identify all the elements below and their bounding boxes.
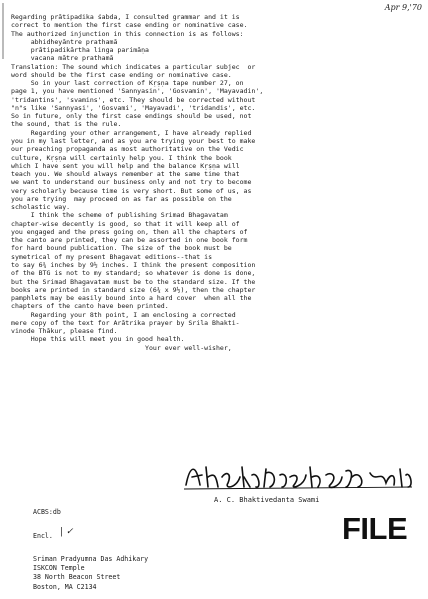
address-line: 38 North Beacon Street xyxy=(33,573,121,582)
body-line: abhidheyāntre prathamā xyxy=(11,37,118,46)
body-line: 'tridantins', 'svamins', etc. They should be corrected without xyxy=(11,95,256,104)
body-line: you in my last letter, and as you are trying your best to make xyxy=(11,136,256,145)
recipient-address xyxy=(33,555,148,592)
body-line: culture, Kṛṣṇa will certainly help you. I think the book xyxy=(11,153,232,162)
body-line: Regarding your other arrangement, I have already replied xyxy=(11,128,252,137)
file-stamp: FILE xyxy=(342,511,408,546)
body-line: Your ever well-wisher, xyxy=(11,343,232,352)
body-line: which I have sent you will help and the balance Kṛṣṇa will xyxy=(11,161,240,170)
body-line: chapter-wise decently is good, so that it will keep all of xyxy=(11,219,240,228)
sender-name: A. C. Bhaktivedanta Swami xyxy=(214,496,320,504)
body-line: So in your last correction of Kṛṣṇa tape number 27, on xyxy=(11,79,244,88)
body-line: prātipadikārtha linga parimāṇa xyxy=(11,46,149,55)
body-line: for hard bound publication. The size of the book must be xyxy=(11,244,232,253)
body-line: to say 6¾ inches by 9½ inches. I think the present composition xyxy=(11,260,256,269)
body-line: but the Srimad Bhagavatam must be to the standard size. If the xyxy=(11,277,256,286)
scan-edge-mark xyxy=(0,1,8,61)
body-line: of the BTG is not to my standard; so whatever is done is done, xyxy=(11,269,256,278)
body-line: very scholarly because time is very short. But some of us, as xyxy=(11,186,252,195)
body-line: pamphlets may be easily bound into a hard cover when all the xyxy=(11,294,252,303)
body-line: vinode Thākur, please find. xyxy=(11,327,118,336)
body-line: books are printed in standard size (6¾ x 9½), then the chapter xyxy=(11,285,256,294)
date-annotation: Apr 9,'70 xyxy=(384,3,422,12)
body-line: word should be the first case ending or nominative case. xyxy=(11,70,232,79)
body-line: So in future, only the first case endings should be used, not xyxy=(11,112,252,121)
body-line: The authorized injunction in this connection is as follows: xyxy=(11,29,244,38)
body-line: Hope this will meet you in good health. xyxy=(11,335,185,344)
body-line: Regarding prātipadika śabda, I consulted grammar and it is xyxy=(11,13,240,21)
body-line: scholastic way. xyxy=(11,203,71,212)
body-line: you engaged and the press going on, then all the chapters of xyxy=(11,227,248,236)
body-line: "n"s like 'Sannyasi', 'Gosvami', 'Mayavadi', 'tridandis', etc. xyxy=(11,103,256,112)
typist-initials: ACBS:db xyxy=(33,508,61,516)
letter-body xyxy=(11,13,421,352)
enclosure-label: Encl. xyxy=(33,532,53,540)
body-line: you are trying may proceed on as far as possible on the xyxy=(11,194,232,203)
body-line: page 1, you have mentioned 'Sannyasin', 'Gosvamin', 'Mayavadin', xyxy=(11,87,264,96)
body-line: the sound, that is the rule. xyxy=(11,120,122,129)
body-line: correct to mention the first case ending or nominative case. xyxy=(11,21,248,30)
enclosure-handwritten-mark: | ✓ xyxy=(60,527,74,537)
body-line: Regarding your 8th point, I am enclosing a corrected xyxy=(11,310,236,319)
body-line: we want to understand our business only and not try to become xyxy=(11,178,252,187)
address-line: Sriman Pradyumna Das Adhikary xyxy=(33,555,149,563)
address-line: ISKCON Temple xyxy=(33,564,85,573)
body-line: vacana mātre prathamā xyxy=(11,54,114,63)
body-line: chapters of the canto have been printed. xyxy=(11,302,169,311)
body-line: I think the scheme of publishing Srimad Bhagavatam xyxy=(11,211,228,220)
body-line: the canto are printed, they can be assorted in one book form xyxy=(11,236,248,245)
body-line: symetrical of my present Bhagavat editions--that is xyxy=(11,252,213,261)
body-line: Translation: The sound which indicates a particular subjec or xyxy=(11,62,256,71)
handwritten-signature xyxy=(180,459,420,491)
body-line: teach you. We should always remember at the same time that xyxy=(11,170,240,179)
address-line: Boston, MA C2134 xyxy=(33,582,97,591)
body-line: mere copy of the text for Arātrika prayer by Srila Bhakti- xyxy=(11,318,240,327)
body-line: our preaching propaganda as most authoritative on the Vedic xyxy=(11,145,244,154)
